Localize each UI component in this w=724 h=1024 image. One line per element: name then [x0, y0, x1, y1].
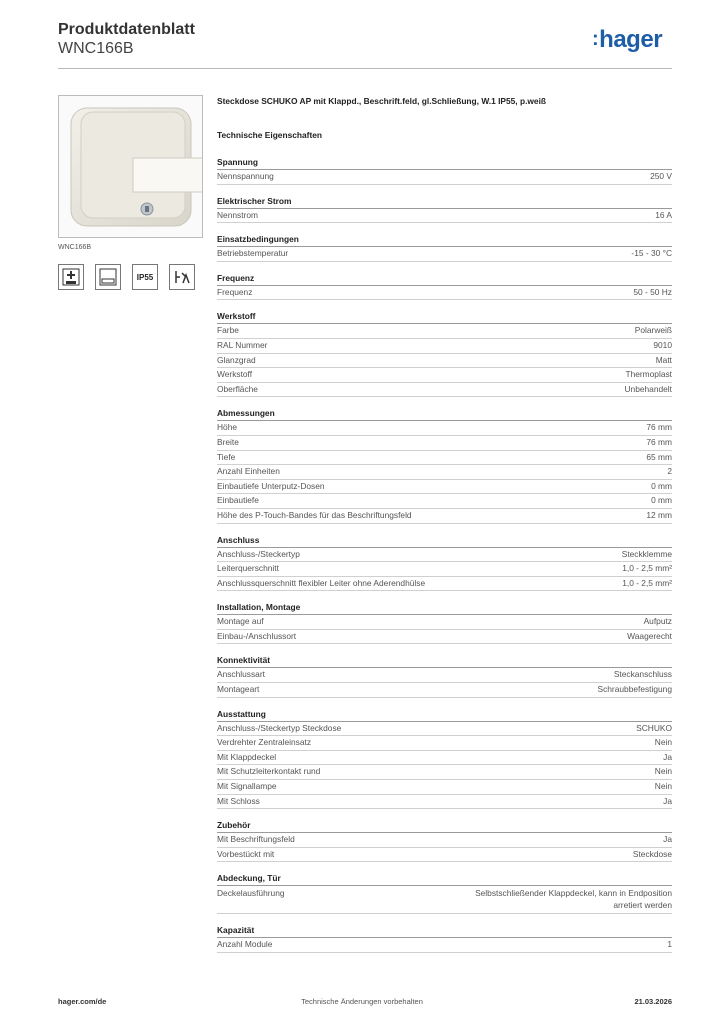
spec-key: Mit Schutzleiterkontakt rund: [217, 766, 321, 777]
spec-value: 1: [667, 939, 672, 950]
spec-row: [217, 383, 672, 398]
spec-value: Polarweiß: [634, 325, 672, 336]
spec-key: Höhe des P-Touch-Bandes für das Beschriftungsfeld: [217, 509, 412, 520]
spec-value: 50 - 50 Hz: [633, 286, 672, 297]
spec-value: 0 mm: [651, 495, 672, 506]
spring-clamp-icon: [169, 264, 195, 290]
spec-row: [217, 765, 672, 780]
spec-key: Einbautiefe Unterputz-Dosen: [217, 480, 325, 491]
spec-sections: [217, 157, 672, 953]
spec-section: [217, 408, 672, 523]
spec-row: [217, 848, 672, 863]
spec-row: [217, 436, 672, 451]
section-title: Spannung: [217, 157, 672, 170]
header-divider: [58, 68, 672, 69]
spec-section: [217, 820, 672, 862]
spec-value: 1,0 - 2,5 mm²: [622, 577, 672, 588]
section-title: Kapazität: [217, 925, 672, 938]
label-field-icon: [95, 264, 121, 290]
spec-value: 250 V: [650, 171, 672, 181]
footer-date: 21.03.2026: [634, 997, 672, 1006]
spec-key: Einbau-/Anschlussort: [217, 630, 297, 641]
section-title: Abdeckung, Tür: [217, 873, 672, 886]
spec-section: [217, 311, 672, 397]
spec-key: Nennspannung: [217, 171, 274, 181]
spec-row: [217, 209, 672, 224]
spec-row: [217, 170, 672, 185]
spec-value: Steckanschluss: [613, 669, 672, 680]
spec-row: [217, 465, 672, 480]
spec-value: Aufputz: [643, 616, 672, 627]
spec-row: [217, 751, 672, 766]
spec-value: SCHUKO: [636, 722, 672, 733]
spec-key: Mit Beschriftungsfeld: [217, 834, 295, 845]
spec-key: Anschluss-/Steckertyp Steckdose: [217, 722, 342, 733]
image-caption: WNC166B: [58, 244, 92, 251]
spec-section: [217, 873, 672, 914]
spec-row: [217, 354, 672, 369]
spec-section: [217, 655, 672, 697]
spec-key: Anschlussquerschnitt flexibler Leiter ohne Aderendhülse: [217, 577, 426, 588]
page-title: Produktdatenblatt: [58, 21, 195, 38]
spec-row: [217, 736, 672, 751]
section-title: Konnektivität: [217, 655, 672, 668]
spec-value: Ja: [663, 834, 672, 845]
spec-key: Deckelausführung: [217, 888, 285, 899]
spec-section: [217, 535, 672, 592]
section-title: Abmessungen: [217, 408, 672, 421]
section-title: Elektrischer Strom: [217, 196, 672, 209]
spec-row: [217, 480, 672, 495]
section-title: Installation, Montage: [217, 602, 672, 615]
spec-value: Steckdose: [632, 848, 672, 859]
product-description: Steckdose SCHUKO AP mit Klappd., Beschrift.feld, gl.Schließung, W.1 IP55, p.weiß: [217, 96, 547, 106]
spec-value: Ja: [663, 795, 672, 806]
spec-value: Nein: [654, 737, 672, 748]
spec-value: 9010: [653, 339, 672, 350]
spec-key: Anschlussart: [217, 669, 265, 680]
spec-key: Mit Schloss: [217, 795, 260, 806]
section-title: Ausstattung: [217, 709, 672, 722]
footer-website[interactable]: hager.com/de: [58, 997, 107, 1006]
tech-heading: Technische Eigenschaften: [217, 130, 323, 140]
section-title: Werkstoff: [217, 311, 672, 324]
spec-row: [217, 938, 672, 953]
spec-key: Frequenz: [217, 286, 253, 297]
spec-key: Höhe: [217, 422, 238, 433]
article-number: WNC166B: [58, 40, 134, 57]
spec-value: 0 mm: [651, 480, 672, 491]
spec-key: Oberfläche: [217, 383, 258, 394]
spec-section: [217, 709, 672, 810]
spec-row: [217, 451, 672, 466]
spec-content: [217, 96, 672, 964]
spec-key: Werkstoff: [217, 369, 253, 380]
spec-row: [217, 368, 672, 383]
spec-row: [217, 630, 672, 645]
spec-row: [217, 421, 672, 436]
protection-class-icon: [58, 264, 84, 290]
spec-key: Einbautiefe: [217, 495, 259, 506]
footer-disclaimer: Technische Änderungen vorbehalten: [301, 997, 423, 1006]
spec-value: Thermoplast: [625, 369, 672, 380]
spec-value: Unbehandelt: [624, 383, 672, 394]
spec-value: Ja: [663, 751, 672, 762]
spec-row: [217, 494, 672, 509]
spec-value: Waagerecht: [627, 630, 672, 641]
spec-key: Farbe: [217, 325, 239, 336]
spec-value: Steckklemme: [621, 548, 672, 559]
spec-key: Anzahl Module: [217, 939, 273, 950]
spec-key: Montageart: [217, 684, 260, 695]
spec-row: [217, 509, 672, 524]
spec-row: [217, 324, 672, 339]
spec-key: RAL Nummer: [217, 339, 268, 350]
feature-badges: [58, 264, 195, 290]
ip-rating-icon: IP55: [132, 264, 158, 290]
spec-row: [217, 683, 672, 698]
spec-row: [217, 577, 672, 592]
spec-value: Schraubbefestigung: [597, 684, 672, 695]
spec-section: [217, 273, 672, 301]
spec-key: Glanzgrad: [217, 354, 256, 365]
hager-logo[interactable]: :hager: [592, 26, 663, 53]
spec-row: [217, 795, 672, 810]
spec-value: 65 mm: [646, 451, 672, 462]
spec-value: 12 mm: [646, 509, 672, 520]
spec-value: -15 - 30 °C: [631, 248, 672, 259]
spec-row: [217, 562, 672, 577]
spec-row: [217, 615, 672, 630]
spec-section: [217, 157, 672, 185]
spec-key: Vorbestückt mit: [217, 848, 275, 859]
section-title: Anschluss: [217, 535, 672, 548]
spec-value: Selbstschließender Klappdeckel, kann in Endposition arretiert werden: [475, 888, 672, 911]
spec-value: 76 mm: [646, 436, 672, 447]
spec-row: [217, 886, 672, 914]
spec-key: Nennstrom: [217, 209, 258, 220]
product-image: [58, 95, 203, 238]
spec-value: 2: [667, 466, 672, 477]
spec-value: 76 mm: [646, 422, 672, 433]
spec-value: Nein: [654, 766, 672, 777]
section-title: Einsatzbedingungen: [217, 234, 672, 247]
spec-row: [217, 339, 672, 354]
spec-row: [217, 833, 672, 848]
spec-value: 1,0 - 2,5 mm²: [622, 563, 672, 574]
section-title: Zubehör: [217, 820, 672, 833]
spec-key: Anzahl Einheiten: [217, 466, 280, 477]
spec-row: [217, 548, 672, 563]
spec-value: 16 A: [655, 209, 672, 220]
spec-key: Leiterquerschnitt: [217, 563, 279, 574]
spec-section: [217, 234, 672, 262]
spec-value: Matt: [655, 354, 672, 365]
spec-section: [217, 925, 672, 953]
spec-key: Breite: [217, 436, 239, 447]
spec-row: [217, 722, 672, 737]
spec-row: [217, 668, 672, 683]
spec-section: [217, 196, 672, 224]
spec-key: Montage auf: [217, 616, 264, 627]
spec-section: [217, 602, 672, 644]
spec-key: Mit Signallampe: [217, 781, 277, 792]
spec-row: [217, 780, 672, 795]
spec-key: Mit Klappdeckel: [217, 751, 277, 762]
logo-text: hager: [599, 26, 663, 53]
spec-value: Nein: [654, 781, 672, 792]
spec-row: [217, 286, 672, 301]
spec-key: Anschluss-/Steckertyp: [217, 548, 300, 559]
spec-row: [217, 247, 672, 262]
spec-key: Verdrehter Zentraleinsatz: [217, 737, 312, 748]
section-title: Frequenz: [217, 273, 672, 286]
spec-key: Betriebstemperatur: [217, 248, 289, 259]
spec-key: Tiefe: [217, 451, 236, 462]
